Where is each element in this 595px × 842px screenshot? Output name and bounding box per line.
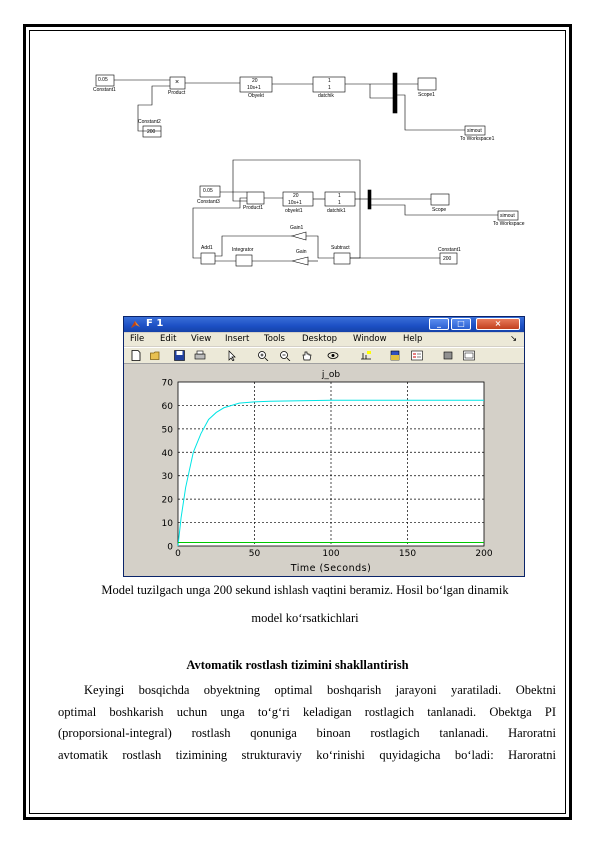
d1-product-label: Product [168, 90, 186, 96]
d1-scope-block [418, 78, 436, 90]
menu-dock-arrow[interactable]: ↘ [510, 334, 518, 344]
d2-constant1-value: 200 [443, 256, 452, 262]
d2-constant-label: Constant3 [197, 199, 220, 205]
d2-gain2-label: Gain [296, 249, 307, 255]
paragraph-line: (proporsional-integral) rostlash qonuniga binoan rostlagich tanlanadi. Haroratni [58, 726, 556, 740]
d2-add-block [201, 253, 215, 264]
zoom-in-icon[interactable] [257, 350, 269, 361]
new-figure-icon[interactable] [130, 350, 142, 361]
figure-caption-line1: Model tuzilgach unga 200 sekund ishlash vaqtini beramiz. Hosil bo‘lgan dinamik [101, 583, 509, 597]
print-icon[interactable] [194, 350, 206, 361]
d1-tf2-num: 1 [328, 78, 331, 84]
x-tick-label: 0 [175, 549, 181, 559]
d2-product-block [247, 192, 264, 204]
chart-title: j_ob [321, 370, 341, 380]
d2-integrator-label: Integrator [232, 247, 254, 253]
menu-desktop[interactable]: Desktop [302, 334, 338, 344]
d1-tf2-label: datchik [318, 93, 334, 99]
save-icon[interactable] [174, 350, 186, 361]
y-tick-label: 30 [161, 472, 173, 483]
d2-subtract-label: Subtract [331, 245, 350, 251]
scope-chart [125, 364, 523, 576]
figure-caption-line2: model ko‘rsatkichlari [251, 611, 359, 625]
y-tick-label: 60 [161, 401, 173, 412]
menu-insert[interactable]: Insert [225, 334, 250, 344]
hide-plot-tools-icon[interactable] [442, 350, 454, 361]
matlab-logo-icon [130, 319, 141, 330]
d2-integrator-block [236, 255, 252, 266]
legend-icon[interactable] [411, 350, 423, 361]
d1-tf1-den: 10s+1 [247, 85, 261, 91]
menu-edit[interactable]: Edit [160, 334, 177, 344]
d2-scope-block [431, 194, 449, 205]
section-heading: Avtomatik rostlash tizimini shakllantirish [186, 658, 409, 672]
y-tick-label: 40 [161, 448, 173, 459]
d1-workspace-label: To Workspace1 [460, 136, 495, 142]
d1-constant2-value: 200 [147, 129, 156, 135]
figure-window [123, 316, 525, 577]
d2-tf2-label: datchik1 [327, 208, 346, 214]
maximize-button[interactable]: □ [451, 318, 471, 330]
minimize-button[interactable]: _ [429, 318, 449, 330]
y-tick-label: 20 [161, 495, 173, 506]
d2-constant1-label: Constant1 [438, 247, 461, 253]
d2-tf1-num: 20 [293, 193, 299, 199]
d1-constant1-value: 0.05 [98, 77, 108, 83]
window-title: F 1 [146, 318, 164, 329]
d2-product-label: Product1 [243, 205, 264, 211]
d2-tf1-label: obyekt1 [285, 208, 303, 214]
rotate-3d-icon[interactable] [327, 350, 339, 361]
d2-workspace-label: To Workspace [493, 221, 525, 227]
d1-mux-bar [393, 73, 397, 113]
d2-subtract-block [334, 253, 350, 264]
d1-scope-label: Scope1 [418, 92, 435, 98]
zoom-out-icon[interactable] [279, 350, 291, 361]
x-tick-label: 50 [248, 549, 261, 559]
close-button[interactable]: × [476, 318, 520, 330]
y-tick-label: 70 [161, 378, 173, 389]
x-axis-label: Time (Seconds) [290, 563, 372, 574]
d2-tf2-num: 1 [338, 193, 341, 199]
d2-gain1-block [292, 232, 306, 240]
d1-tf2-den: 1 [328, 85, 331, 91]
show-plot-tools-icon[interactable] [463, 350, 475, 361]
menu-bar [124, 333, 524, 346]
d2-tf2-den: 1 [338, 200, 341, 206]
menu-file[interactable]: File [130, 334, 145, 344]
pointer-icon[interactable] [226, 350, 238, 361]
d1-constant2-label: Constant2 [138, 119, 161, 125]
d2-scope-label: Scope [432, 207, 447, 213]
paragraph-line: Keyingi bosqichda obyektning optimal boshqarish jarayoni yaratiladi. Obektni [84, 683, 556, 697]
d1-product-sign: × [175, 79, 180, 86]
simulink-diagrams [0, 0, 595, 300]
d1-tf1-num: 20 [252, 78, 258, 84]
x-tick-label: 150 [398, 549, 417, 559]
menu-window[interactable]: Window [353, 334, 387, 344]
d2-gain1-label: Gain1 [290, 225, 304, 231]
menu-view[interactable]: View [191, 334, 212, 344]
d2-constant-value: 0.05 [203, 188, 213, 194]
d1-workspace-value: simout [467, 128, 482, 134]
d1-constant1-label: Constant1 [93, 87, 116, 93]
d2-gain2-block [292, 257, 308, 265]
title-bar[interactable] [124, 317, 524, 332]
y-tick-label: 50 [161, 425, 173, 436]
d2-tf1-den: 10s+1 [288, 200, 302, 206]
d2-workspace-value: simout [500, 213, 515, 219]
data-cursor-icon[interactable] [360, 350, 372, 361]
pan-hand-icon[interactable] [301, 350, 313, 361]
colorbar-icon[interactable] [389, 350, 401, 361]
paragraph-line: avtomatik rostlash tizimining strukturaviy ko‘rinishi quyidagicha bo‘ladi: Haroratni [58, 747, 556, 762]
toolbar [124, 347, 524, 364]
paragraph-line: optimal boshkarish uchun unga to‘g‘ri keladigan rostlagich tanlanadi. Obektga PI [58, 704, 556, 719]
menu-tools[interactable]: Tools [264, 334, 285, 344]
d2-add-label: Add1 [201, 245, 213, 251]
d2-mux-bar [368, 190, 371, 209]
menu-help[interactable]: Help [403, 334, 423, 344]
d1-tf1-label: Obyekt [248, 93, 264, 99]
x-tick-label: 100 [322, 549, 340, 559]
y-tick-label: 10 [161, 519, 173, 530]
x-tick-label: 200 [475, 549, 493, 559]
y-tick-label: 0 [167, 542, 173, 553]
open-file-icon[interactable] [150, 350, 162, 361]
body-paragraph [58, 680, 556, 766]
